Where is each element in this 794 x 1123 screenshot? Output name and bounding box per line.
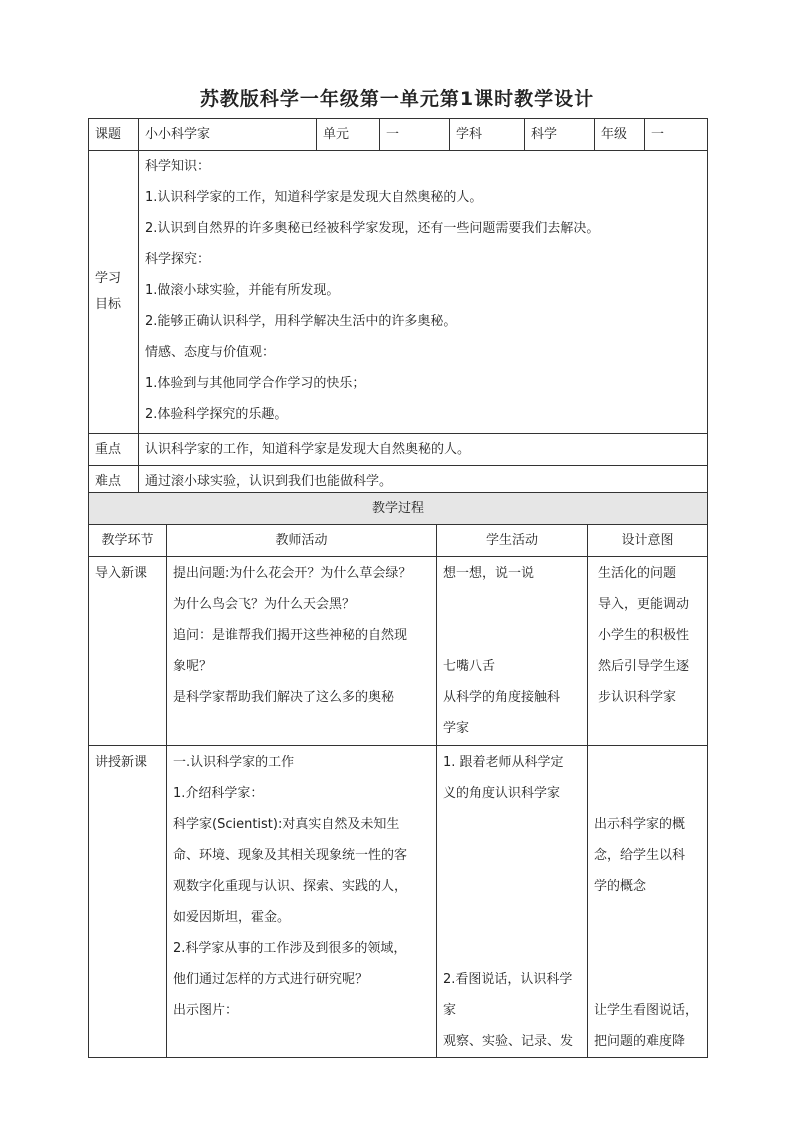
teacher-line: 科学家(Scientist):对真实自然及未知生 [173,817,400,832]
teacher-line: 出示图片： [173,1003,239,1018]
grade-value: 一 [645,119,708,151]
objective-line: 2.认识到自然界的许多奥秘已经被科学家发现，还有一些问题需要我们去解决。 [145,221,600,236]
grade-label: 年级 [595,119,645,151]
intent-line [594,747,701,778]
teacher-line: 为什么鸟会飞？为什么天会黑？ [173,597,356,612]
topic-value: 小小科学家 [139,119,317,151]
objective-line: 科学探究： [145,252,211,267]
objective-line: 2.能够正确认识科学，用科学解决生活中的许多奥秘。 [145,314,457,329]
unit-label: 单元 [317,119,380,151]
student-line [443,902,581,933]
objective-line: 1.认识科学家的工作，知道科学家是发现大自然奥秘的人。 [145,190,483,205]
intent-cell [588,746,708,1058]
student-line: 想一想，说一说 [443,566,535,581]
intent-line: 生活化的问题 [598,566,677,581]
difficulty-label: 难点 [89,466,139,498]
key-point-label: 重点 [89,434,139,466]
teacher-line: 提出问题:为什么花会开？为什么草会绿？ [173,566,412,581]
intent-line: 把问题的难度降 [594,1034,686,1049]
objectives-label [89,151,139,434]
teacher-line: 1.介绍科学家： [173,786,264,801]
column-header-intent: 设计意图 [588,525,708,557]
student-line [443,840,581,871]
process-table [88,492,708,1058]
subject-value: 科学 [525,119,595,151]
subject-label: 学科 [450,119,525,151]
objective-line: 2.体验科学探究的乐趣。 [145,407,288,422]
teacher-line: 如爱因斯坦，霍金。 [173,910,291,925]
teacher-line: 一.认识科学家的工作 [173,755,295,770]
teacher-line: 象呢？ [173,659,213,674]
intent-cell [588,557,708,746]
objectives-label-line-2: 目标 [95,297,122,312]
student-line: 家 [443,1003,457,1018]
student-line: 观察、实验、记录、发 [443,1034,574,1049]
student-activity-cell [437,557,588,746]
difficulty-value: 通过滚小球实验，认识到我们也能做科学。 [139,466,708,498]
column-header-stage: 教学环节 [89,525,167,557]
student-line [443,620,581,651]
objective-line: 1.做滚小球实验，并能有所发现。 [145,283,340,298]
objective-line: 情感、态度与价值观： [145,345,276,360]
intent-line: 让学生看图说话， [594,1003,699,1018]
info-table [88,118,708,498]
intent-line: 然后引导学生逐 [598,659,690,674]
student-line [443,933,581,964]
topic-label: 课题 [89,119,139,151]
intent-line [594,778,701,809]
process-header: 教学过程 [89,493,708,525]
intent-line [594,902,701,933]
column-header-student: 学生活动 [437,525,588,557]
document-title: 苏教版科学一年级第一单元第1课时教学设计 [199,88,595,110]
teacher-line: 命、环境、现象及其相关现象统一性的客 [173,848,408,863]
student-line [443,589,581,620]
intent-line [594,964,701,995]
objectives-content [139,151,708,434]
teacher-activity-cell [167,557,437,746]
intent-line [594,933,701,964]
student-activity-cell [437,746,588,1058]
intent-line: 步认识科学家 [598,690,677,705]
student-line: 从科学的角度接触科 [443,690,561,705]
intent-line: 小学生的积极性 [598,628,690,643]
student-line: 2.看图说话，认识科学 [443,972,573,987]
student-line: 七嘴八舌 [443,659,496,674]
student-line: 1. 跟着老师从科学定 [443,755,564,770]
stage-cell: 讲授新课 [89,746,167,1058]
student-line [443,871,581,902]
intent-line: 出示科学家的概 [594,817,686,832]
stage-cell: 导入新课 [89,557,167,746]
teacher-line: 是科学家帮助我们解决了这么多的奥秘 [173,690,395,705]
teacher-line: 追问：是谁帮我们揭开这些神秘的自然现 [173,628,408,643]
objective-line: 科学知识： [145,159,211,174]
teacher-line: 2.科学家从事的工作涉及到很多的领域， [173,941,407,956]
teacher-line: 他们通过怎样的方式进行研究呢？ [173,972,369,987]
student-line [443,809,581,840]
objective-line: 1.体验到与其他同学合作学习的快乐； [145,376,366,391]
objectives-label-line-1: 学习 [95,271,122,286]
student-line: 学家 [443,721,470,736]
teacher-activity-cell [167,746,437,1058]
teacher-line: 观数字化重现与认识、探索、实践的人， [173,879,408,894]
column-header-teacher: 教师活动 [167,525,437,557]
intent-line: 学的概念 [594,879,647,894]
unit-value: 一 [380,119,450,151]
student-line: 义的角度认识科学家 [443,786,561,801]
intent-line: 导入，更能调动 [598,597,690,612]
key-point-value: 认识科学家的工作，知道科学家是发现大自然奥秘的人。 [139,434,708,466]
intent-line: 念，给学生以科 [594,848,686,863]
